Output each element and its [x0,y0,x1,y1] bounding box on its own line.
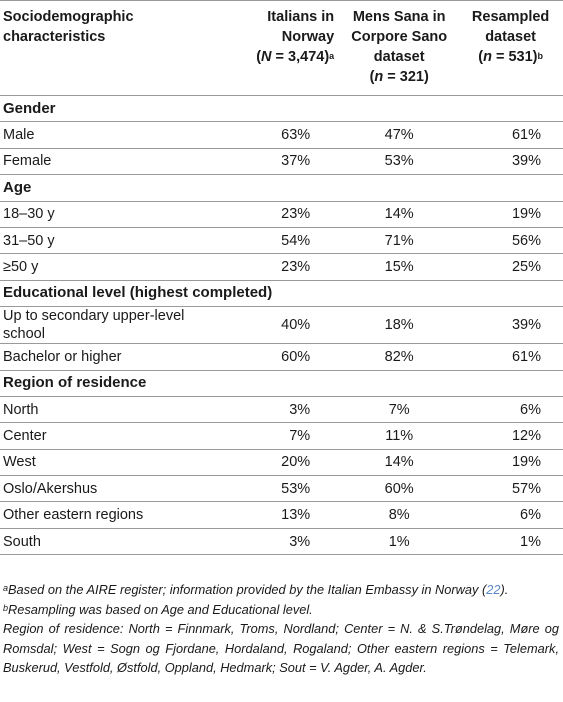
table-body [0,96,563,555]
resampled-value: 56% [511,232,541,249]
table-row [0,423,563,449]
row-label: 31–50 y [3,232,55,249]
resampled-value: 19% [511,454,541,471]
italians-in-norway-value: 23% [281,259,311,276]
section-row [0,370,563,396]
italians-in-norway-value: 53% [281,480,311,497]
header-italians-in-norway: Italians in Norway (N = 3,474)$^a$ [256,9,335,65]
row-label: South [3,533,41,550]
italians-in-norway-value: 3% [289,401,311,418]
table-row [0,502,563,528]
table-row [0,148,563,174]
n-symbol: n [374,69,384,85]
row-label: Female [3,153,52,170]
mens-sana-value: 71% [384,232,414,249]
italians-in-norway-value: 37% [281,153,311,170]
resampled-value: 61% [511,348,541,365]
footnote-region: Region of residence: North = Finnmark, Troms, Nordland; Center = N. & S.Trøndelag, Møre og Romsdal; West = Sogn og Fjordane, Hordaland, Rogaland; Other eastern regions = Telemark, Buskerud, Vestfold, Østfold, Oppland, Hedmark; Sout = V. Agder, A. Agder. [3,621,559,675]
mens-sana-value: 7% [388,401,410,418]
table-row [0,254,563,280]
resampled-value: 6% [520,401,541,418]
footnote-marker: a [3,583,9,593]
section-heading: Gender [3,99,56,117]
table-row [0,344,563,370]
footnote-text-end: ). [500,582,509,597]
row-label: West [3,454,36,471]
resampled-value: 6% [520,507,541,524]
table-row [0,122,563,148]
resampled-value: 61% [511,127,541,144]
italians-in-norway-value: 54% [281,232,311,249]
row-label: 18–30 y [3,206,55,223]
italians-in-norway-value: 40% [281,317,311,334]
header-row [0,1,563,96]
row-label: North [3,401,39,418]
mens-sana-value: 53% [384,153,414,170]
mens-sana-value: 82% [384,348,414,365]
footnote-text: Based on the AIRE register; information provided by the Italian Embassy in Norway ( [8,582,487,597]
italians-in-norway-value: 13% [281,507,311,524]
header-line: Sociodemographic [3,9,134,25]
header-line: Norway [281,29,335,45]
n-value: = 531) [491,49,538,65]
mens-sana-value: 47% [384,127,414,144]
header-characteristics [0,1,222,96]
n-symbol: N [261,49,272,65]
row-label: ≥50 y [3,259,39,276]
row-label: Male [3,127,35,144]
mens-sana-value: 14% [384,454,414,471]
resampled-value: 39% [511,153,541,170]
section-row [0,280,563,306]
section-heading: Age [3,178,32,196]
mens-sana-value: 18% [384,317,414,334]
footnote-b [3,600,559,620]
italians-in-norway-value: 7% [289,427,311,444]
italians-in-norway-value: 20% [281,454,311,471]
table-row [0,476,563,502]
header-mens-sana-dataset: Mens Sana in Corpore Sano dataset (n = 321) [351,9,448,85]
row-label: Up to secondary upper-level school [3,308,185,343]
row-label: Bachelor or higher [3,348,122,365]
header-line: dataset [485,29,536,45]
footnote-text: Resampling was based on Age and Educational level. [8,601,313,617]
resampled-value: 39% [511,317,541,334]
header-line: Mens Sana in [352,9,446,25]
row-label: Center [3,427,47,444]
mens-sana-value: 8% [388,507,410,524]
header-line: dataset [373,49,425,65]
mens-sana-value: 60% [384,480,414,497]
mens-sana-value: 15% [384,259,414,276]
table-row [0,396,563,422]
header-resampled-dataset: Resampled dataset (n = 531)$^b$ [471,9,550,65]
italians-in-norway-value: 63% [281,127,311,144]
footnote-a [3,580,559,600]
italians-in-norway-value: 23% [281,206,311,223]
header-line: Corpore Sano [351,29,448,45]
resampled-value: 1% [520,533,541,550]
italians-in-norway-value: 3% [289,533,311,550]
n-value: = 321) [383,69,429,85]
header-line: Resampled [471,9,550,25]
row-label: Oslo/Akershus [3,480,98,497]
table-row [0,307,563,344]
section-heading: Region of residence [3,374,147,392]
n-value: = 3,474) [271,49,330,65]
table-row [0,227,563,253]
table-row [0,201,563,227]
mens-sana-value: 1% [388,533,410,550]
footnote-marker: b [3,602,9,613]
header-line: Italians in [267,9,335,25]
section-row [0,96,563,122]
footnote-marker-b: b [537,51,543,61]
table-row [0,449,563,475]
table-row [0,528,563,554]
row-label: Other eastern regions [3,507,144,524]
mens-sana-value: 11% [385,427,414,444]
mens-sana-value: 14% [384,206,414,223]
header-line: characteristics [3,29,106,45]
resampled-value: 19% [511,206,541,223]
section-heading: Educational level (highest completed) [3,284,273,302]
italians-in-norway-value: 60% [281,348,311,365]
section-row [0,175,563,201]
footnote-marker-a: a [329,51,335,61]
table-footnotes [3,580,559,678]
reference-link[interactable]: 22 [486,582,501,597]
resampled-value: 57% [511,480,541,497]
resampled-value: 25% [511,259,541,276]
resampled-value: 12% [511,427,541,444]
n-symbol: n [483,49,492,65]
